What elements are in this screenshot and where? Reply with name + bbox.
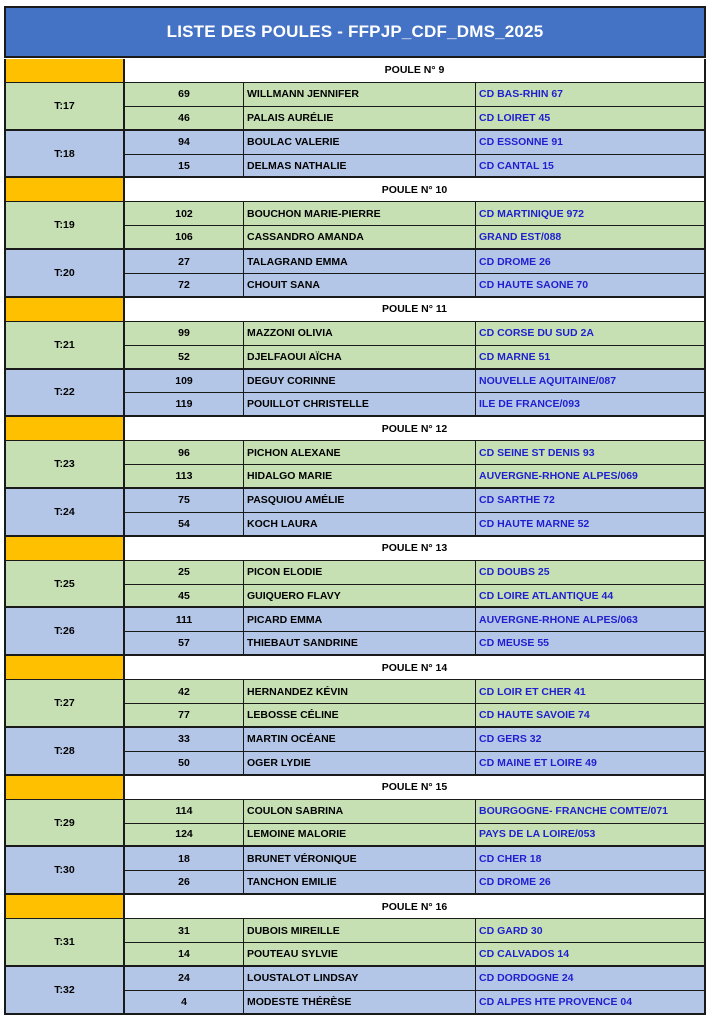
player-club: CD MARTINIQUE 972 bbox=[476, 202, 706, 226]
team-label: T:32 bbox=[6, 967, 125, 1015]
player-number: 94 bbox=[125, 131, 244, 155]
player-name: BOUCHON MARIE-PIERRE bbox=[244, 202, 476, 226]
poule-marker bbox=[6, 417, 125, 441]
poule-marker bbox=[6, 537, 125, 561]
player-name: CASSANDRO AMANDA bbox=[244, 226, 476, 250]
player-club: CD CORSE DU SUD 2A bbox=[476, 322, 706, 346]
player-number: 54 bbox=[125, 513, 244, 537]
player-club: CD DROME 26 bbox=[476, 250, 706, 274]
player-club: CD DORDOGNE 24 bbox=[476, 967, 706, 991]
player-club: AUVERGNE-RHONE ALPES/069 bbox=[476, 465, 706, 489]
player-number: 109 bbox=[125, 370, 244, 394]
player-club: CD GERS 32 bbox=[476, 728, 706, 752]
page-title: LISTE DES POULES - FFPJP_CDF_DMS_2025 bbox=[4, 6, 706, 58]
player-number: 50 bbox=[125, 752, 244, 776]
poule-table bbox=[4, 59, 706, 1015]
player-name: PASQUIOU AMÉLIE bbox=[244, 489, 476, 513]
player-name: MODESTE THÉRÈSE bbox=[244, 991, 476, 1015]
player-number: 4 bbox=[125, 991, 244, 1015]
player-number: 111 bbox=[125, 608, 244, 632]
team-label: T:29 bbox=[6, 800, 125, 848]
player-number: 119 bbox=[125, 393, 244, 417]
player-number: 77 bbox=[125, 704, 244, 728]
player-club: CD HAUTE SAONE 70 bbox=[476, 274, 706, 298]
player-name: DEGUY CORINNE bbox=[244, 370, 476, 394]
player-name: HIDALGO MARIE bbox=[244, 465, 476, 489]
player-club: CD MAINE ET LOIRE 49 bbox=[476, 752, 706, 776]
player-club: CD CHER 18 bbox=[476, 847, 706, 871]
player-number: 25 bbox=[125, 561, 244, 585]
player-number: 24 bbox=[125, 967, 244, 991]
player-club: CD DROME 26 bbox=[476, 871, 706, 895]
player-name: BRUNET VÉRONIQUE bbox=[244, 847, 476, 871]
poule-marker bbox=[6, 178, 125, 202]
player-club: NOUVELLE AQUITAINE/087 bbox=[476, 370, 706, 394]
poule-title: POULE N° 14 bbox=[125, 656, 706, 680]
player-club: CD BAS-RHIN 67 bbox=[476, 83, 706, 107]
player-number: 57 bbox=[125, 632, 244, 656]
player-club: CD CALVADOS 14 bbox=[476, 943, 706, 967]
poule-title: POULE N° 15 bbox=[125, 776, 706, 800]
team-label: T:23 bbox=[6, 441, 125, 489]
poule-marker bbox=[6, 776, 125, 800]
player-club: PAYS DE LA LOIRE/053 bbox=[476, 824, 706, 848]
player-name: DJELFAOUI AÏCHA bbox=[244, 346, 476, 370]
poule-title: POULE N° 11 bbox=[125, 298, 706, 322]
player-name: LEMOINE MALORIE bbox=[244, 824, 476, 848]
player-name: COULON SABRINA bbox=[244, 800, 476, 824]
player-club: CD MEUSE 55 bbox=[476, 632, 706, 656]
player-number: 75 bbox=[125, 489, 244, 513]
player-name: WILLMANN JENNIFER bbox=[244, 83, 476, 107]
poule-marker bbox=[6, 298, 125, 322]
player-name: PALAIS AURÉLIE bbox=[244, 107, 476, 131]
player-name: CHOUIT SANA bbox=[244, 274, 476, 298]
player-name: KOCH LAURA bbox=[244, 513, 476, 537]
player-name: POUTEAU SYLVIE bbox=[244, 943, 476, 967]
team-label: T:22 bbox=[6, 370, 125, 418]
player-name: GUIQUERO FLAVY bbox=[244, 585, 476, 609]
player-number: 113 bbox=[125, 465, 244, 489]
player-number: 124 bbox=[125, 824, 244, 848]
player-club: CD ALPES HTE PROVENCE 04 bbox=[476, 991, 706, 1015]
player-name: OGER LYDIE bbox=[244, 752, 476, 776]
player-club: CD GARD 30 bbox=[476, 919, 706, 943]
team-label: T:24 bbox=[6, 489, 125, 537]
poule-list-sheet bbox=[4, 6, 706, 1015]
player-club: ILE DE FRANCE/093 bbox=[476, 393, 706, 417]
player-name: PICON ELODIE bbox=[244, 561, 476, 585]
player-number: 31 bbox=[125, 919, 244, 943]
team-label: T:26 bbox=[6, 608, 125, 656]
team-label: T:27 bbox=[6, 680, 125, 728]
player-number: 46 bbox=[125, 107, 244, 131]
player-name: PICHON ALEXANE bbox=[244, 441, 476, 465]
player-number: 33 bbox=[125, 728, 244, 752]
player-number: 18 bbox=[125, 847, 244, 871]
player-club: CD ESSONNE 91 bbox=[476, 131, 706, 155]
player-number: 45 bbox=[125, 585, 244, 609]
player-club: GRAND EST/088 bbox=[476, 226, 706, 250]
player-number: 102 bbox=[125, 202, 244, 226]
player-club: CD DOUBS 25 bbox=[476, 561, 706, 585]
player-number: 69 bbox=[125, 83, 244, 107]
poule-marker bbox=[6, 895, 125, 919]
player-club: CD MARNE 51 bbox=[476, 346, 706, 370]
player-name: HERNANDEZ KÉVIN bbox=[244, 680, 476, 704]
player-number: 52 bbox=[125, 346, 244, 370]
player-number: 26 bbox=[125, 871, 244, 895]
poule-title: POULE N° 16 bbox=[125, 895, 706, 919]
poule-marker bbox=[6, 59, 125, 83]
poule-title: POULE N° 12 bbox=[125, 417, 706, 441]
player-name: THIEBAUT SANDRINE bbox=[244, 632, 476, 656]
player-number: 72 bbox=[125, 274, 244, 298]
player-club: CD LOIRE ATLANTIQUE 44 bbox=[476, 585, 706, 609]
player-name: DUBOIS MIREILLE bbox=[244, 919, 476, 943]
poule-title: POULE N° 13 bbox=[125, 537, 706, 561]
player-club: CD LOIR ET CHER 41 bbox=[476, 680, 706, 704]
player-name: LEBOSSE CÉLINE bbox=[244, 704, 476, 728]
player-name: BOULAC VALERIE bbox=[244, 131, 476, 155]
player-club: CD HAUTE MARNE 52 bbox=[476, 513, 706, 537]
player-number: 42 bbox=[125, 680, 244, 704]
team-label: T:17 bbox=[6, 83, 125, 131]
player-number: 106 bbox=[125, 226, 244, 250]
player-name: TANCHON EMILIE bbox=[244, 871, 476, 895]
poule-title: POULE N° 10 bbox=[125, 178, 706, 202]
poule-marker bbox=[6, 656, 125, 680]
player-club: BOURGOGNE- FRANCHE COMTE/071 bbox=[476, 800, 706, 824]
player-name: PICARD EMMA bbox=[244, 608, 476, 632]
player-club: AUVERGNE-RHONE ALPES/063 bbox=[476, 608, 706, 632]
player-number: 99 bbox=[125, 322, 244, 346]
team-label: T:18 bbox=[6, 131, 125, 179]
player-club: CD HAUTE SAVOIE 74 bbox=[476, 704, 706, 728]
player-name: POUILLOT CHRISTELLE bbox=[244, 393, 476, 417]
player-club: CD SARTHE 72 bbox=[476, 489, 706, 513]
player-name: MARTIN OCÉANE bbox=[244, 728, 476, 752]
player-name: TALAGRAND EMMA bbox=[244, 250, 476, 274]
team-label: T:21 bbox=[6, 322, 125, 370]
team-label: T:19 bbox=[6, 202, 125, 250]
player-club: CD LOIRET 45 bbox=[476, 107, 706, 131]
player-club: CD CANTAL 15 bbox=[476, 155, 706, 179]
player-name: LOUSTALOT LINDSAY bbox=[244, 967, 476, 991]
player-number: 96 bbox=[125, 441, 244, 465]
team-label: T:25 bbox=[6, 561, 125, 609]
team-label: T:31 bbox=[6, 919, 125, 967]
player-number: 14 bbox=[125, 943, 244, 967]
team-label: T:28 bbox=[6, 728, 125, 776]
team-label: T:30 bbox=[6, 847, 125, 895]
player-number: 15 bbox=[125, 155, 244, 179]
player-number: 114 bbox=[125, 800, 244, 824]
player-number: 27 bbox=[125, 250, 244, 274]
player-club: CD SEINE ST DENIS 93 bbox=[476, 441, 706, 465]
poule-title: POULE N° 9 bbox=[125, 59, 706, 83]
player-name: DELMAS NATHALIE bbox=[244, 155, 476, 179]
team-label: T:20 bbox=[6, 250, 125, 298]
player-name: MAZZONI OLIVIA bbox=[244, 322, 476, 346]
